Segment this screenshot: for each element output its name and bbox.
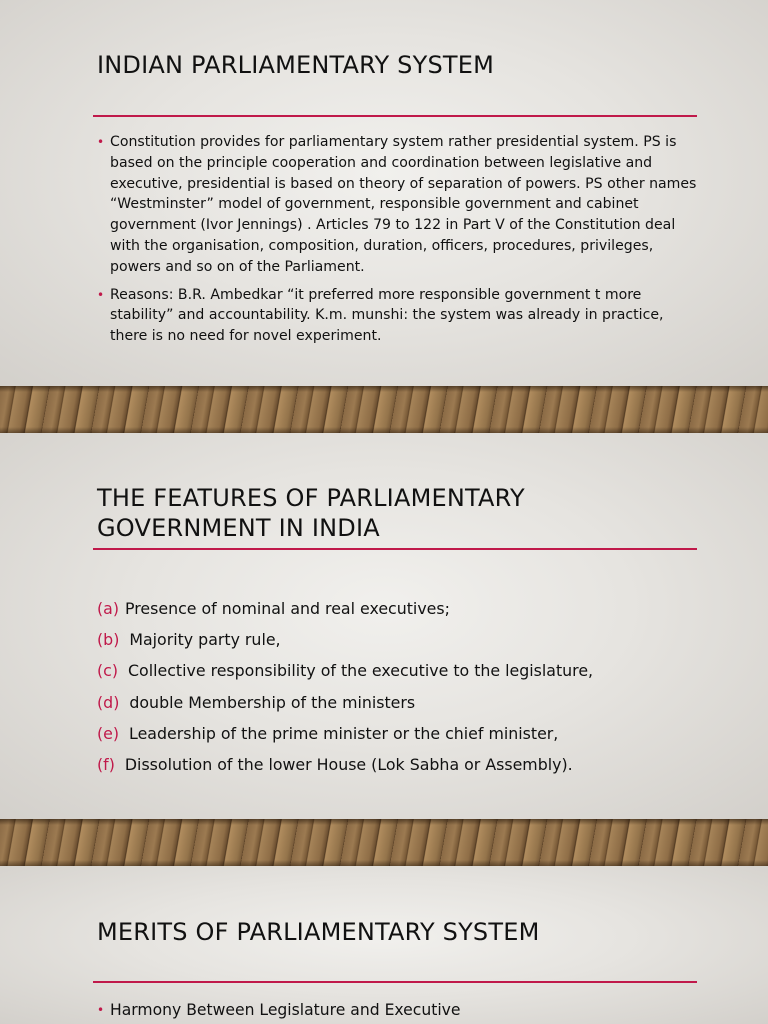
list-marker: (b): [97, 630, 120, 650]
bullet-text: Harmony Between Legislature and Executive: [110, 1001, 461, 1019]
slide-title-line: GOVERNMENT IN INDIA: [97, 514, 380, 542]
bullet-item: [97, 285, 697, 347]
bullet-list: [97, 132, 697, 354]
slide-title: [97, 483, 525, 543]
bullet-item: [97, 1000, 697, 1021]
wood-floor-divider: [0, 819, 768, 866]
title-divider: [93, 981, 697, 983]
slide-title-line: THE FEATURES OF PARLIAMENTARY: [97, 484, 525, 512]
list-marker: (e): [97, 723, 120, 743]
list-item-text: Dissolution of the lower House (Lok Sabha or Assembly).: [124, 754, 573, 774]
list-item-text: Leadership of the prime minister or the chief minister,: [129, 723, 559, 743]
list-item: [97, 687, 717, 718]
list-item-text: Majority party rule,: [129, 630, 281, 650]
bullet-icon: •: [97, 287, 105, 302]
title-divider: [93, 115, 697, 117]
bullet-icon: •: [97, 1003, 105, 1017]
wood-floor-divider: [0, 386, 768, 433]
slide-title: INDIAN PARLIAMENTARY SYSTEM: [97, 51, 495, 79]
features-list: [97, 593, 717, 780]
bullet-icon: •: [97, 135, 105, 149]
list-item-text: Collective responsibility of the executive to the legislature,: [128, 661, 594, 681]
list-marker: (f): [97, 754, 115, 774]
list-item: [97, 749, 717, 780]
list-marker: (c): [97, 661, 119, 681]
slide-indian-parliamentary-system: [0, 0, 768, 386]
bullet-list: [97, 1000, 697, 1024]
list-marker: (d): [97, 692, 120, 712]
bullet-text: Constitution provides for parliamentary system rather presidential system. PS is based on the principle cooperation and coordination between legislative and executive, presidential is based on theory of separation of powers. PS other names “Westminster” model of government, responsible government and cabinet government (Ivor Jennings) . Articles 79 to 122 in Part V of the Constitution deal with the organisation, composition, duration, officers, procedures, privileges, powers and so on of the Parliament.: [110, 134, 697, 275]
list-item: [97, 624, 717, 655]
slide-title: MERITS OF PARLIAMENTARY SYSTEM: [97, 918, 540, 946]
list-item: [97, 718, 717, 749]
title-divider: [93, 548, 697, 550]
slide-merits-of-parliamentary-system: [0, 866, 768, 1024]
list-marker: (a): [97, 599, 120, 618]
bullet-text: Reasons: B.R. Ambedkar “it preferred more responsible government t more stability” and accountability. K.m. munshi: the system was already in practice, there is no need for novel experiment.: [110, 286, 664, 345]
list-item: [97, 593, 717, 624]
bullet-item: [97, 132, 697, 278]
list-item-text: double Membership of the ministers: [129, 692, 416, 712]
list-item: [97, 655, 717, 686]
list-item-text: Presence of nominal and real executives;: [125, 599, 450, 618]
